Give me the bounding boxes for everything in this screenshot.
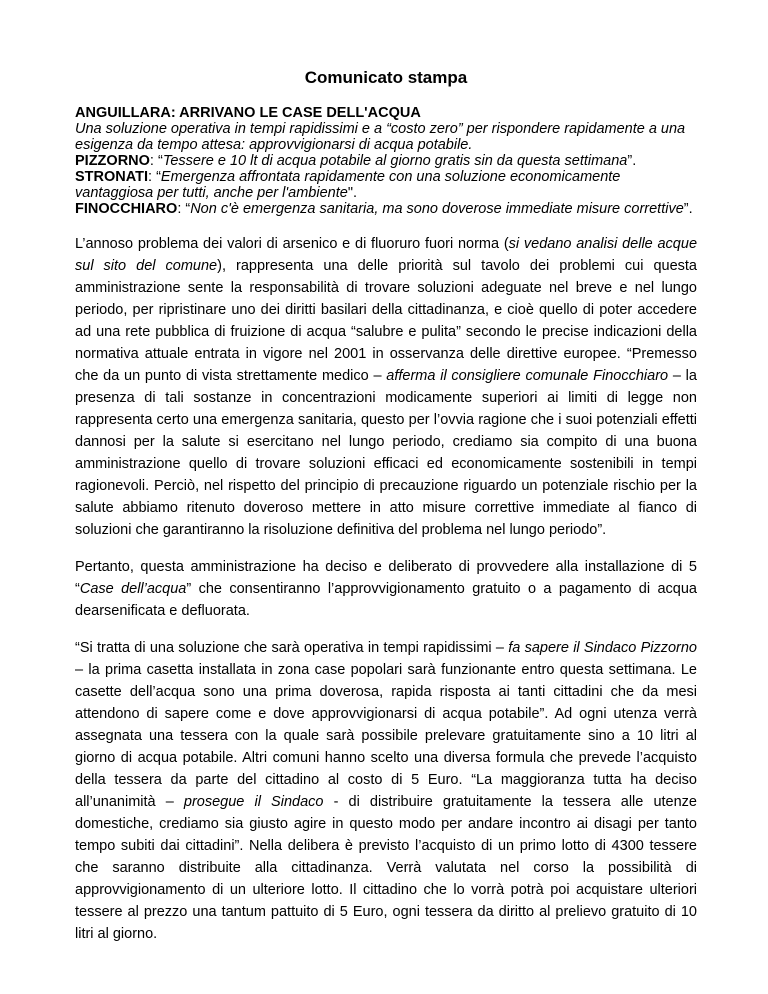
quote-text: Emergenza affrontata rapidamente con una soluzione economicamente vantaggiosa per tutti, anche per l'ambiente — [75, 169, 621, 201]
subheadline: Una soluzione operativa in tempi rapidissimi e a “costo zero” per rispondere rapidamente a una esigenza da tempo attesa: approvvigionarsi di acqua potabile. — [75, 121, 686, 153]
headline: ANGUILLARA: ARRIVANO LE CASE DELL'ACQUA — [75, 105, 421, 121]
quote-text: Tessere e 10 lt di acqua potabile al giorno gratis sin da questa settimana — [162, 153, 628, 169]
paragraph-2: Pertanto, questa amministrazione ha deciso e deliberato di provvedere alla installazione di 5 “Case dell’acqua” che consentiranno l’approvvigionamento gratuito o a pagamento di acqua dearsenificata e defluorata. — [75, 559, 697, 619]
quote-speaker: PIZZORNO — [75, 153, 150, 169]
paragraph-3: “Si tratta di una soluzione che sarà operativa in tempi rapidissimi – fa sapere il Sindaco Pizzorno – la prima casetta installata in zona case popolari sarà funzionante entro questa settimana. Le casette dell’acqua sono una prima doverosa, rapida risposta ai tanti cittadini che da mesi attendono di sapere come e dove approvvigionarsi di acqua potabile”. Ad ogni utenza verrà assegnata una tessera con la quale sarà possibile prelevare gratuitamente sino a 10 litri al giorno di acqua potabile. Altri comuni hanno scelto una diversa formula che prevede l’acquisto della tessera da parte del cittadino al costo di 5 Euro. “La maggioranza tutta ha deciso all’unanimità – prosegue il Sindaco - di distribuire gratuitamente la tessera alle utenze domestiche, crediamo sia giusto agire in questo modo per andare incontro ai disagi per tanto tempo subiti dai cittadini”. Nella delibera è previsto l’acquisto di un primo lotto di 4300 tessere che saranno distribuite alla cittadinanza. Verrà valutata nel corso la possibilità di approvvigionamento di un ulteriore lotto. Il cittadino che lo vorrà potrà poi acquistare ulteriori tessere al prezzo una tantum pattuito di 5 Euro, ogni tessera da diritto al prelievo gratuito di 10 litri al giorno. — [75, 640, 697, 942]
document-title: Comunicato stampa — [304, 68, 468, 87]
press-header — [75, 105, 697, 217]
quote-speaker: FINOCCHIARO — [75, 201, 178, 217]
quote-text: Non c'è emergenza sanitaria, ma sono doverose immediate misure correttive — [190, 201, 684, 217]
paragraph-1: L’annoso problema dei valori di arsenico e di fluoruro fuori norma (si vedano analisi delle acque sul sito del comune), rappresenta una delle priorità sul tavolo dei problemi cui questa amministrazione sente la responsabilità di trovare soluzioni adeguate nel breve e nel lungo periodo, per ripristinare uno dei diritti basilari della cittadinanza, e cioè quello di poter accedere ad una rete pubblica di fruizione di acqua “salubre e pulita” secondo le precise indicazioni della normativa attuale entrata in vigore nel 2001 in osservanza delle direttive europee. “Premesso che da un punto di vista strettamente medico – afferma il consigliere comunale Finocchiaro – la presenza di tali sostanze in concentrazioni modicamente superiori ai limiti di legge non rappresenta certo una emergenza sanitaria, questo per l’ovvia ragione che i suoi potenziali effetti dannosi per la salute si esercitano nel lungo periodo, crediamo sia compito di una buona amministrazione quello di trovare soluzioni efficaci ed economicamente sostenibili in tempi ragionevoli. Perciò, nel rispetto del principio di precauzione riguardo un potenziale rischio per la salute abbiamo ritenuto doveroso mettere in atto misure correttive immediate al fianco di soluzioni che garantiranno la risoluzione definitiva del problema nel lungo periodo”. — [75, 236, 698, 538]
quote-stronati: STRONATI: “Emergenza affrontata rapidamente con una soluzione economicamente vantaggiosa per tutti, anche per l'ambiente". — [75, 169, 621, 201]
quote-pizzorno: PIZZORNO: “Tessere e 10 lt di acqua potabile al giorno gratis sin da questa settimana”. — [75, 153, 637, 169]
document-page — [75, 60, 697, 945]
quote-finocchiaro: FINOCCHIARO: “Non c'è emergenza sanitaria, ma sono doverose immediate misure correttive”. — [75, 201, 693, 217]
quote-speaker: STRONATI — [75, 169, 149, 185]
